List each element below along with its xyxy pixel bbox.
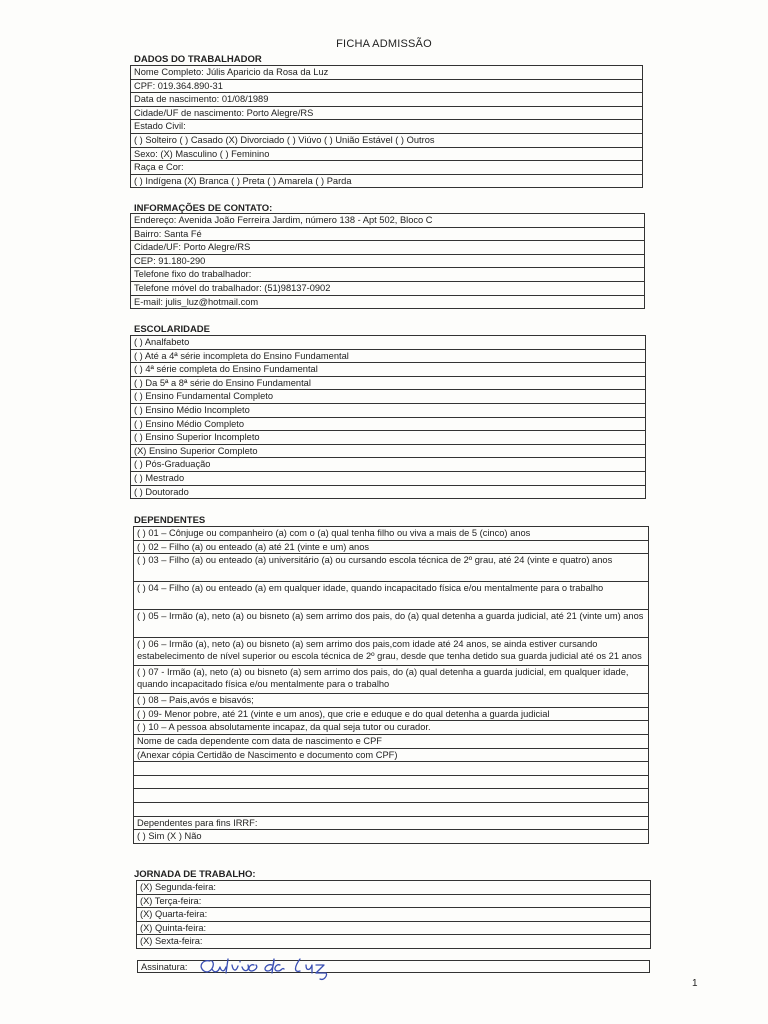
schedule-row <box>137 935 651 949</box>
dependent-row-cell[interactable]: ( ) 06 – Irmão (a), neto (a) ou bisneto (a) sem arrimo dos pais,com idade até 24 anos, se ainda estiver cursando estabelecimento de nível superior ou escola técnica de 2º grau, desde que tenha detido sua guarda judicial até os 21 anos <box>134 638 649 666</box>
education-row-cell[interactable]: ( ) Ensino Superior Incompleto <box>131 431 646 445</box>
contact-row-cell[interactable]: Endereço: Avenida João Ferreira Jardim, número 138 - Apt 502, Bloco C <box>131 214 645 228</box>
worker-row <box>131 174 643 188</box>
dependent-row <box>134 527 649 541</box>
dependents-table <box>133 526 649 844</box>
work-schedule-table <box>136 880 651 949</box>
schedule-row-cell[interactable]: (X) Quinta-feira: <box>137 921 651 935</box>
worker-row-cell[interactable]: Data de nascimento: 01/08/1989 <box>131 93 643 107</box>
schedule-row <box>137 921 651 935</box>
dependent-row-cell[interactable]: ( ) 07 - Irmão (a), neto (a) ou bisneto (a) sem arrimo dos pais, do (a) qual detenha a guarda judicial, em qualquer idade, quando incapacitado física e/ou mentalmente para o trabalho <box>134 666 649 694</box>
education-row <box>131 363 646 377</box>
education-row-cell[interactable]: ( ) Pós-Graduação <box>131 458 646 472</box>
contact-row <box>131 268 645 282</box>
worker-row <box>131 161 643 175</box>
education-row-cell[interactable]: ( ) Analfabeto <box>131 336 646 350</box>
worker-row-cell[interactable]: Sexo: (X) Masculino ( ) Feminino <box>131 147 643 161</box>
education-row-cell[interactable]: ( ) 4ª série completa do Ensino Fundamental <box>131 363 646 377</box>
worker-row <box>131 66 643 80</box>
education-row <box>131 417 646 431</box>
dependent-row <box>134 816 649 830</box>
contact-row-cell[interactable]: CEP: 91.180-290 <box>131 254 645 268</box>
education-row-cell[interactable]: (X) Ensino Superior Completo <box>131 444 646 458</box>
dependent-row <box>134 554 649 582</box>
education-row-cell[interactable]: ( ) Mestrado <box>131 471 646 485</box>
schedule-section-title: JORNADA DE TRABALHO: <box>134 869 256 880</box>
worker-row-cell[interactable]: Raça e Cor: <box>131 161 643 175</box>
contact-info-table <box>130 213 645 309</box>
dependent-row-cell[interactable]: Nome de cada dependente com data de nascimento e CPF <box>134 734 649 748</box>
dependent-row-cell[interactable]: ( ) Sim (X ) Não <box>134 830 649 844</box>
education-row-cell[interactable]: ( ) Ensino Médio Incompleto <box>131 403 646 417</box>
dependent-row <box>134 582 649 610</box>
dependent-row-cell[interactable]: Dependentes para fins IRRF: <box>134 816 649 830</box>
education-row-cell[interactable]: ( ) Até a 4ª série incompleta do Ensino Fundamental <box>131 349 646 363</box>
education-row <box>131 403 646 417</box>
dependent-row-cell[interactable]: ( ) 10 – A pessoa absolutamente incapaz, da qual seja tutor ou curador. <box>134 721 649 735</box>
contact-row-cell[interactable]: Bairro: Santa Fé <box>131 227 645 241</box>
worker-row-cell[interactable]: ( ) Solteiro ( ) Casado (X) Divorciado ( ) Viúvo ( ) União Estável ( ) Outros <box>131 133 643 147</box>
schedule-row <box>137 881 651 895</box>
contact-row-cell[interactable]: E-mail: julis_luz@hotmail.com <box>131 295 645 309</box>
dependent-row-cell[interactable]: ( ) 04 – Filho (a) ou enteado (a) em qualquer idade, quando incapacitado física e/ou mentalmente para o trabalho <box>134 582 649 610</box>
dependent-row-cell[interactable] <box>134 775 649 789</box>
dependent-row-cell[interactable]: ( ) 05 – Irmão (a), neto (a) ou bisneto (a) sem arrimo dos pais, do (a) qual detenha a guarda judicial, até 21 (vinte um) anos <box>134 610 649 638</box>
worker-row-cell[interactable]: ( ) Indígena (X) Branca ( ) Preta ( ) Amarela ( ) Parda <box>131 174 643 188</box>
worker-row-cell[interactable]: Nome Completo: Júlis Aparicio da Rosa da Luz <box>131 66 643 80</box>
worker-section-title: DADOS DO TRABALHADOR <box>134 54 262 65</box>
dependent-row-cell[interactable]: ( ) 09- Menor pobre, até 21 (vinte e um anos), que crie e eduque e do qual detenha a guarda judicial <box>134 707 649 721</box>
dependent-row <box>134 666 649 694</box>
contact-row <box>131 227 645 241</box>
schedule-row-cell[interactable]: (X) Sexta-feira: <box>137 935 651 949</box>
page-number: 1 <box>692 978 698 989</box>
worker-row <box>131 79 643 93</box>
contact-row-cell[interactable]: Cidade/UF: Porto Alegre/RS <box>131 241 645 255</box>
education-row <box>131 376 646 390</box>
worker-row <box>131 120 643 134</box>
education-row-cell[interactable]: ( ) Doutorado <box>131 485 646 499</box>
contact-row-cell[interactable]: Telefone móvel do trabalhador: (51)98137-0902 <box>131 281 645 295</box>
schedule-row-cell[interactable]: (X) Quarta-feira: <box>137 908 651 922</box>
worker-row-cell[interactable]: Estado Civil: <box>131 120 643 134</box>
education-row <box>131 336 646 350</box>
education-row-cell[interactable]: ( ) Da 5ª a 8ª série do Ensino Fundamental <box>131 376 646 390</box>
worker-row <box>131 133 643 147</box>
dependent-row-cell[interactable] <box>134 802 649 816</box>
dependent-row <box>134 540 649 554</box>
dependent-row-cell[interactable] <box>134 789 649 803</box>
dependent-row <box>134 707 649 721</box>
schedule-row <box>137 894 651 908</box>
dependent-row <box>134 762 649 776</box>
dependent-row-cell[interactable]: ( ) 08 – Pais,avós e bisavós; <box>134 694 649 708</box>
dependent-row-cell[interactable]: (Anexar cópia Certidão de Nascimento e documento com CPF) <box>134 748 649 762</box>
education-row-cell[interactable]: ( ) Ensino Médio Completo <box>131 417 646 431</box>
contact-row <box>131 254 645 268</box>
education-table <box>130 335 646 499</box>
contact-row <box>131 281 645 295</box>
dependent-row <box>134 775 649 789</box>
education-row <box>131 471 646 485</box>
dependent-row-cell[interactable] <box>134 762 649 776</box>
form-title: FICHA ADMISSÃO <box>336 38 432 50</box>
dependent-row <box>134 721 649 735</box>
education-row <box>131 458 646 472</box>
handwritten-signature <box>196 955 476 983</box>
dependents-section-title: DEPENDENTES <box>134 515 206 526</box>
dependent-row <box>134 694 649 708</box>
education-section-title: ESCOLARIDADE <box>134 324 211 335</box>
contact-row <box>131 214 645 228</box>
worker-row-cell[interactable]: CPF: 019.364.890-31 <box>131 79 643 93</box>
dependent-row-cell[interactable]: ( ) 03 – Filho (a) ou enteado (a) universitário (a) ou cursando escola técnica de 2º grau, até 24 (vinte e quatro) anos <box>134 554 649 582</box>
signature-field[interactable] <box>137 960 650 973</box>
dependent-row-cell[interactable]: ( ) 01 – Cônjuge ou companheiro (a) com o (a) qual tenha filho ou viva a mais de 5 (cinco) anos <box>134 527 649 541</box>
dependent-row <box>134 802 649 816</box>
education-row <box>131 349 646 363</box>
worker-row <box>131 106 643 120</box>
contact-row <box>131 295 645 309</box>
dependent-row-cell[interactable]: ( ) 02 – Filho (a) ou enteado (a) até 21 (vinte e um) anos <box>134 540 649 554</box>
education-row <box>131 444 646 458</box>
worker-data-table <box>130 65 643 188</box>
schedule-row-cell[interactable]: (X) Segunda-feira: <box>137 881 651 895</box>
dependent-row <box>134 734 649 748</box>
education-row <box>131 431 646 445</box>
education-row-cell[interactable]: ( ) Ensino Fundamental Completo <box>131 390 646 404</box>
schedule-row <box>137 908 651 922</box>
education-row <box>131 390 646 404</box>
dependent-row <box>134 610 649 638</box>
dependent-row <box>134 638 649 666</box>
education-row <box>131 485 646 499</box>
schedule-row-cell[interactable]: (X) Terça-feira: <box>137 894 651 908</box>
signature-label: Assinatura: <box>141 962 188 972</box>
dependent-row <box>134 830 649 844</box>
dependent-row <box>134 789 649 803</box>
dependent-row <box>134 748 649 762</box>
contact-row <box>131 241 645 255</box>
worker-row <box>131 93 643 107</box>
worker-row <box>131 147 643 161</box>
worker-row-cell[interactable]: Cidade/UF de nascimento: Porto Alegre/RS <box>131 106 643 120</box>
contact-section-title: INFORMAÇÕES DE CONTATO: <box>134 203 273 214</box>
contact-row-cell[interactable]: Telefone fixo do trabalhador: <box>131 268 645 282</box>
